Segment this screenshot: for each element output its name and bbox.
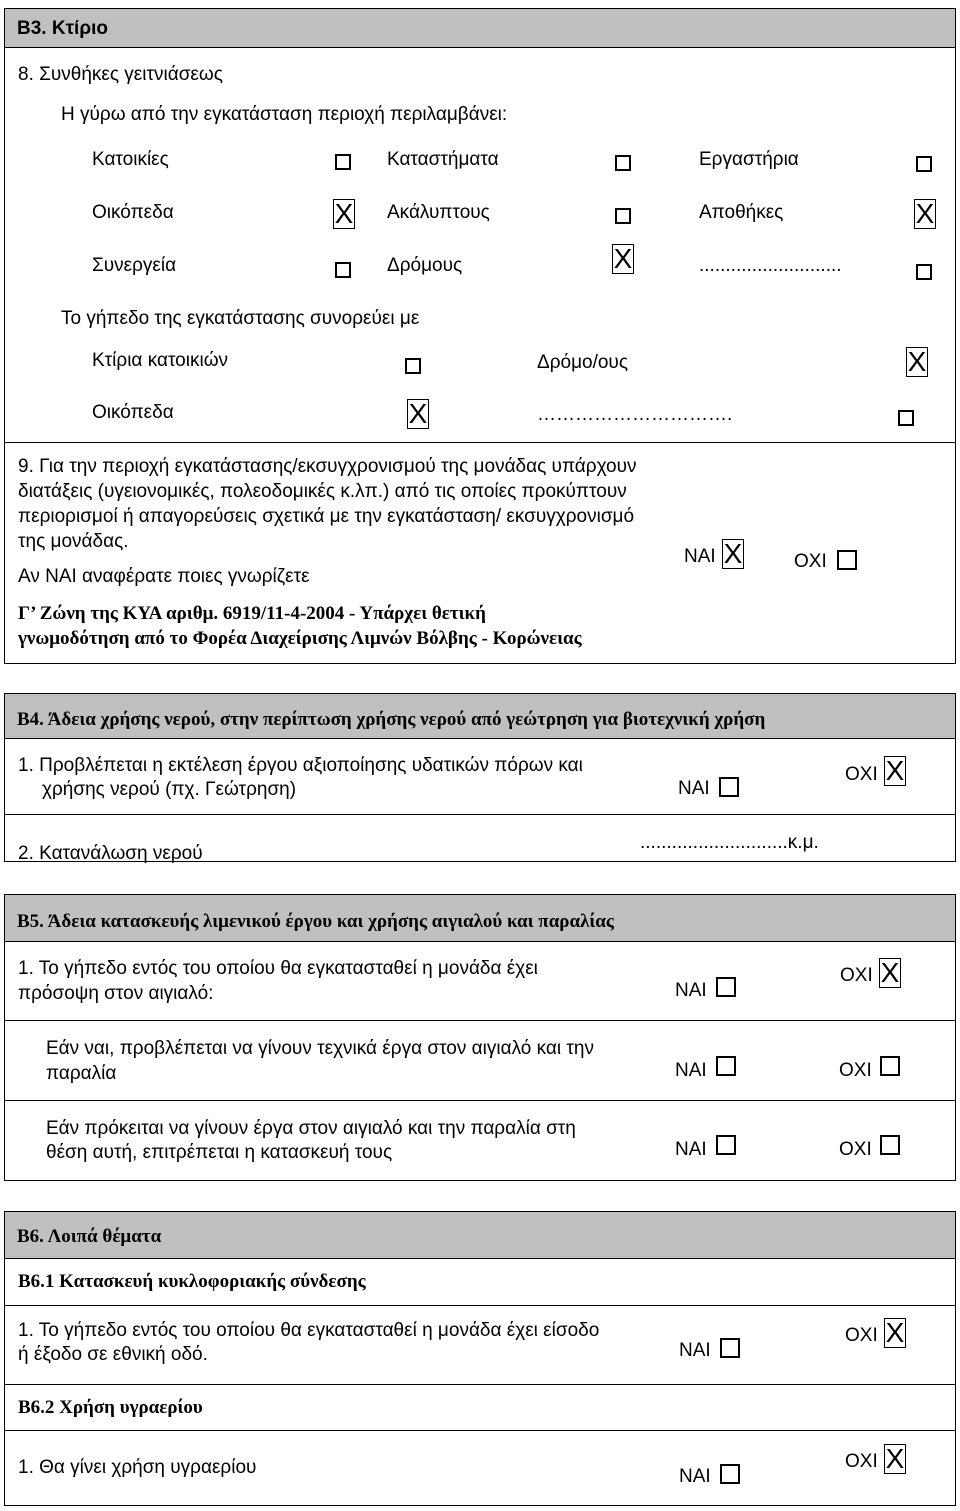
b5-q3-no-checkbox[interactable] (880, 1135, 900, 1155)
q9-text-line-2: διατάξεις (υγειονομικές, πολεοδομικές κ.λπ.) από τις οποίες προκύπτουν (18, 481, 627, 502)
border-intro: Το γήπεδο της εγκατάστασης συνορεύει με (61, 308, 420, 329)
q9-if-yes: Αν ΝΑΙ αναφέρατε ποιες γνωρίζετε (18, 566, 310, 587)
q9-text-line-1: 9. Για την περιοχή εγκατάστασης/εκσυγχρονισμού της μονάδας υπάρχουν (18, 456, 637, 477)
b6-sub2-title: Β6.2 Χρήση υγραερίου (18, 1397, 203, 1418)
border-checkbox-roads[interactable]: X (907, 346, 927, 377)
area-checkbox-other[interactable] (916, 264, 932, 280)
b6-sub1-title: Β6.1 Κατασκευή κυκλοφοριακής σύνδεσης (18, 1271, 366, 1292)
area-checkbox-shops[interactable] (615, 155, 631, 171)
q9-text-line-4: της μονάδας. (18, 531, 129, 552)
b5-q3-yes-label: ΝΑΙ (675, 1139, 707, 1160)
area-checkbox-uncovered[interactable] (615, 208, 631, 224)
b5-q1-yes-checkbox[interactable] (716, 977, 736, 997)
area-label-roads: Δρόμους (387, 255, 463, 276)
q8-title: 8. Συνθήκες γειτνιάσεως (18, 64, 223, 85)
b5-q2-yes-checkbox[interactable] (716, 1056, 736, 1076)
b5-q1-no-label: ΟΧΙ (840, 965, 873, 986)
b6-sub1-yes-label: ΝΑΙ (679, 1340, 711, 1361)
area-checkbox-workshops[interactable] (916, 156, 932, 172)
area-label-shops: Καταστήματα (387, 149, 499, 170)
border-checkbox-plots[interactable]: X (408, 398, 428, 429)
area-label-plots: Οικόπεδα (92, 202, 174, 223)
b5-q2-yes-label: ΝΑΙ (675, 1060, 707, 1081)
b6-sub2-yes-checkbox[interactable] (720, 1464, 740, 1484)
b4-q1-line-2: χρήσης νερού (πχ. Γεώτρηση) (42, 779, 297, 800)
border-checkbox-residential[interactable] (405, 358, 421, 374)
b6-divider-1 (4, 1305, 956, 1306)
b5-divider-1 (4, 1020, 956, 1021)
q9-text-line-3: περιορισμοί ή απαγορεύσεις σχετικά με την εγκατάσταση/ εκσυγχρονισμό (18, 506, 635, 527)
border-label-residential: Κτίρια κατοικιών (92, 350, 229, 371)
q9-yes-label: ΝΑΙ (684, 546, 716, 567)
q8-intro: Η γύρω από την εγκατάσταση περιοχή περιλαμβάνει: (61, 104, 508, 125)
section-b5-header: Β5. Άδεια κατασκευής λιμενικού έργου και χρήσης αιγιαλού και παραλίας (4, 894, 956, 942)
b6-sub1-yes-checkbox[interactable] (720, 1338, 740, 1358)
b5-q3-yes-checkbox[interactable] (716, 1135, 736, 1155)
b6-sub1-no-checkbox[interactable]: X (885, 1317, 905, 1348)
b6-sub2-no-checkbox[interactable]: X (885, 1443, 905, 1474)
b6-divider-2 (4, 1384, 956, 1385)
b5-q2-line-1: Εάν ναι, προβλέπεται να γίνουν τεχνικά έργα στον αιγιαλό και την (46, 1038, 594, 1059)
area-label-other: ........................... (699, 255, 842, 276)
area-label-workshops: Εργαστήρια (699, 149, 799, 170)
area-checkbox-dwellings[interactable] (335, 154, 351, 170)
b4-q1-line-1: 1. Προβλέπεται η εκτέλεση έργου αξιοποίησης υδατικών πόρων και (18, 755, 583, 776)
q9-answer-line-1: Γ’ Ζώνη της ΚΥΑ αριθμ. 6919/11-4-2004 - Υπάρχει θετική (18, 603, 486, 624)
q9-no-checkbox[interactable] (837, 550, 857, 570)
section-divider (4, 442, 956, 443)
b6-sub1-no-label: ΟΧΙ (845, 1325, 878, 1346)
b6-sub1-q-line-2: ή έξοδο σε εθνική οδό. (18, 1344, 208, 1365)
area-label-garages: Συνεργεία (92, 255, 177, 276)
b5-q2-no-label: ΟΧΙ (839, 1060, 872, 1081)
section-b6-header: Β6. Λοιπά θέματα (4, 1211, 956, 1259)
b5-q1-yes-label: ΝΑΙ (675, 980, 707, 1001)
b6-sub1-q-line-1: 1. Το γήπεδο εντός του οποίου θα εγκατασταθεί η μονάδα έχει είσοδο (18, 1320, 600, 1341)
border-checkbox-other[interactable] (898, 410, 914, 426)
section-b3-header: Β3. Κτίριο (4, 8, 956, 48)
border-label-plots: Οικόπεδα (92, 402, 174, 423)
b4-q2-value: ............................κ.μ. (640, 832, 819, 853)
area-checkbox-roads[interactable]: X (613, 243, 633, 274)
b4-q1-yes-label: ΝΑΙ (678, 778, 710, 799)
section-b4-header: Β4. Άδεια χρήσης νερού, στην περίπτωση χρήσης νερού από γεώτρηση για βιοτεχνική χρήση (4, 693, 956, 739)
q9-answer-line-2: γνωμοδότηση από το Φορέα Διαχείρισης Λιμνών Βόλβης - Κορώνειας (18, 628, 582, 649)
area-label-uncovered: Ακάλυπτους (387, 202, 490, 223)
b6-sub2-q: 1. Θα γίνει χρήση υγραερίου (18, 1457, 257, 1478)
q9-yes-checkbox[interactable]: X (723, 538, 743, 569)
b4-q1-no-label: ΟΧΙ (845, 764, 878, 785)
area-label-warehouses: Αποθήκες (699, 202, 784, 223)
b4-divider (4, 814, 956, 815)
border-label-roads: Δρόμο/ους (537, 352, 628, 373)
b5-q3-line-1: Εάν πρόκειται να γίνουν έργα στον αιγιαλό και την παραλία στη (46, 1118, 576, 1139)
b5-q2-line-2: παραλία (46, 1063, 117, 1084)
area-checkbox-garages[interactable] (335, 262, 351, 278)
b4-q1-yes-checkbox[interactable] (719, 777, 739, 797)
b5-q2-no-checkbox[interactable] (880, 1056, 900, 1076)
b5-q1-line-1: 1. Το γήπεδο εντός του οποίου θα εγκατασταθεί η μονάδα έχει (18, 958, 538, 979)
q9-no-label: ΟΧΙ (794, 551, 827, 572)
area-label-dwellings: Κατοικίες (92, 149, 169, 170)
b6-sub2-yes-label: ΝΑΙ (679, 1466, 711, 1487)
b5-q3-line-2: θέση αυτή, επιτρέπεται η κατασκευή τους (46, 1142, 393, 1163)
area-checkbox-warehouses[interactable]: X (915, 198, 935, 229)
b6-sub2-no-label: ΟΧΙ (845, 1451, 878, 1472)
b5-q1-no-checkbox[interactable]: X (880, 957, 900, 988)
b4-q1-no-checkbox[interactable]: X (885, 755, 905, 786)
b6-divider-3 (4, 1430, 956, 1431)
b5-q3-no-label: ΟΧΙ (839, 1139, 872, 1160)
b4-q2-label: 2. Κατανάλωση νερού (18, 843, 203, 864)
area-checkbox-plots[interactable]: X (334, 198, 354, 229)
b5-divider-2 (4, 1100, 956, 1101)
border-label-other: …………………………. (537, 404, 733, 425)
b5-q1-line-2: πρόσοψη στον αιγιαλό: (18, 983, 214, 1004)
